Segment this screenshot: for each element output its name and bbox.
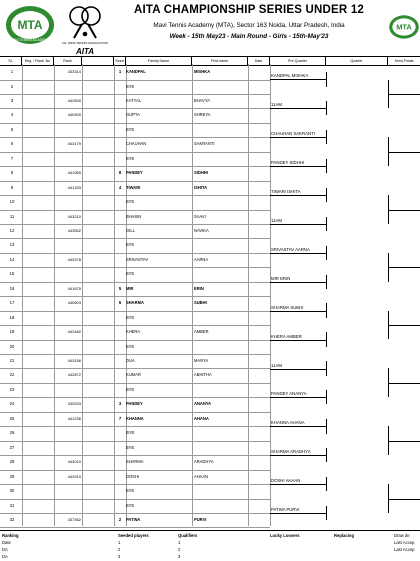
pre-quarter-winner: KHANNA AHANA bbox=[271, 420, 305, 426]
row-number: 10 bbox=[9, 199, 15, 204]
reg-number: 440603 bbox=[67, 300, 81, 306]
table-row bbox=[0, 513, 270, 528]
family-name: SRIVASTAV bbox=[126, 256, 149, 262]
mta-logo-right-text: MTA bbox=[396, 22, 412, 32]
table-row bbox=[0, 108, 270, 123]
first-name: ISHITA bbox=[194, 184, 208, 190]
table-row bbox=[0, 267, 270, 282]
venue-text: Mavi Tennis Academy (MTA), Sector 163 Noida, Uttar Pradesh, India bbox=[153, 22, 345, 29]
quarter-bracket bbox=[326, 368, 389, 397]
pre-quarter-line bbox=[270, 513, 326, 514]
row-number: 18 bbox=[9, 314, 15, 320]
pre-quarter-line bbox=[270, 455, 326, 456]
family-name: BYE bbox=[126, 242, 135, 248]
mta-logo-sub: MAVI TENNIS ACADEMY bbox=[10, 38, 50, 42]
first-name: AHAAN bbox=[194, 473, 209, 479]
table-row bbox=[0, 238, 270, 253]
family-name: PANDEY bbox=[126, 401, 143, 407]
reg-number: 443010 bbox=[67, 459, 81, 465]
reg-number: 437362 bbox=[67, 517, 81, 522]
quarter-bracket bbox=[326, 80, 389, 109]
reg-number: 441675 bbox=[67, 285, 81, 291]
quarter-bracket bbox=[326, 253, 389, 282]
family-name: BYE bbox=[126, 314, 135, 320]
family-name: TIWARI bbox=[126, 184, 141, 190]
first-name: SUBHI bbox=[194, 300, 207, 306]
pre-quarter-line bbox=[270, 137, 326, 138]
footer-ranking-label: Ranking bbox=[2, 533, 19, 538]
quarter-bracket bbox=[326, 311, 389, 340]
page-title: AITA CHAMPIONSHIP SERIES UNDER 12 bbox=[133, 4, 365, 16]
row-number: 32 bbox=[9, 517, 15, 522]
col-pre-quarter: Pre-Quarter bbox=[270, 57, 326, 65]
table-row bbox=[0, 123, 270, 138]
row-number: 13 bbox=[9, 242, 15, 248]
row-number: 12 bbox=[9, 227, 15, 233]
aita-logo-text: AITA bbox=[75, 47, 95, 56]
quarter-bracket bbox=[326, 426, 389, 455]
reg-number: 441236 bbox=[67, 415, 81, 421]
table-row bbox=[0, 210, 270, 225]
footer-seed-3: 3 bbox=[118, 554, 121, 559]
row-number: 22 bbox=[9, 372, 15, 378]
pre-quarter-winner: PANDEY SIDHHI bbox=[271, 160, 305, 166]
row-number: 16 bbox=[9, 285, 15, 291]
pre-quarter-line bbox=[270, 108, 326, 109]
row-number: 14 bbox=[9, 256, 15, 262]
row-number: 27 bbox=[9, 444, 15, 450]
quarter-bracket bbox=[326, 195, 389, 224]
family-name: SHARMA bbox=[126, 459, 144, 465]
first-name: ARADHYA bbox=[194, 459, 214, 465]
row-number: 15 bbox=[9, 271, 15, 277]
family-name: BYE bbox=[126, 126, 135, 132]
reg-number: 442872 bbox=[67, 372, 81, 378]
draw-footer bbox=[0, 530, 420, 561]
row-number: 9 bbox=[10, 184, 14, 190]
seed-number: 3 bbox=[118, 401, 122, 407]
family-name: KHANNA bbox=[126, 415, 144, 421]
reg-number: 443210 bbox=[67, 213, 81, 219]
pre-quarter-winner: TIWARI ISHITA bbox=[271, 189, 301, 194]
family-name: BYE bbox=[126, 488, 135, 493]
row-number: 26 bbox=[9, 430, 15, 436]
row-number: 23 bbox=[9, 386, 15, 392]
family-name: BYE bbox=[126, 444, 135, 450]
pre-quarter-winner: 11AM bbox=[271, 217, 282, 223]
reg-number: 441965 bbox=[67, 170, 81, 176]
row-number: 4 bbox=[10, 112, 14, 118]
pre-quarter-winner: CHAUHAN SAKRANTI bbox=[271, 131, 315, 137]
first-name: NAVIKA bbox=[194, 227, 209, 233]
first-name: AMBER bbox=[194, 329, 209, 335]
seed-number: 1 bbox=[118, 69, 122, 74]
pre-quarter-winner: PANDEY ANANYA bbox=[271, 391, 307, 397]
footer-q-1: 1 bbox=[178, 540, 181, 545]
table-row bbox=[0, 181, 270, 196]
reg-number: 442978 bbox=[67, 256, 81, 262]
quarter-winner-line bbox=[388, 325, 420, 326]
family-name: KANDPAL bbox=[126, 69, 146, 74]
table-row bbox=[0, 195, 270, 210]
table-row bbox=[0, 137, 270, 152]
table-row bbox=[0, 426, 270, 441]
pre-quarter-line bbox=[270, 282, 326, 283]
family-name: GILL bbox=[126, 227, 135, 233]
footer-replacing-label: Replacing bbox=[334, 533, 355, 538]
first-name: AHANA bbox=[194, 415, 209, 421]
family-name: CHAUHAN bbox=[126, 141, 147, 147]
family-name: DUA bbox=[126, 358, 135, 363]
row-number: 21 bbox=[9, 358, 15, 363]
family-name: BYE bbox=[126, 271, 135, 277]
quarter-bracket bbox=[326, 137, 389, 166]
reg-number: 442919 bbox=[67, 473, 81, 479]
pre-quarter-winner: DOSHI AHAAN bbox=[271, 478, 301, 483]
quarter-winner-line bbox=[388, 441, 420, 442]
family-name: BYE bbox=[126, 502, 135, 508]
footer-seed-2: 2 bbox=[118, 547, 121, 552]
reg-number: 443552 bbox=[67, 227, 81, 233]
pre-quarter-line bbox=[270, 397, 326, 398]
family-name: BYE bbox=[126, 155, 135, 161]
row-number: 31 bbox=[9, 502, 15, 508]
family-name: KATYAL bbox=[126, 97, 142, 103]
reg-number: 433314 bbox=[67, 69, 81, 74]
reg-number: 440300 bbox=[67, 112, 81, 118]
pre-quarter-winner: MIR ERIN bbox=[271, 275, 291, 281]
table-row bbox=[0, 224, 270, 239]
event-subtitle: Week - 15th May23 - Main Round - Girls - 15th-May'23 bbox=[169, 33, 329, 40]
quarter-winner-line bbox=[388, 499, 420, 500]
table-row bbox=[0, 383, 270, 398]
pre-quarter-winner: 11AM bbox=[271, 362, 282, 368]
table-row bbox=[0, 455, 270, 470]
table-row bbox=[0, 470, 270, 485]
pre-quarter-line bbox=[270, 369, 326, 370]
table-row bbox=[0, 412, 270, 427]
family-name: BYE bbox=[126, 430, 135, 436]
family-name: BYE bbox=[126, 83, 135, 89]
pre-quarter-line bbox=[270, 166, 326, 167]
pre-quarter-line bbox=[270, 195, 326, 196]
row-number: 28 bbox=[9, 459, 15, 465]
seed-number: 2 bbox=[118, 517, 122, 522]
first-name: SAAVI bbox=[194, 213, 206, 219]
row-number: 19 bbox=[9, 329, 15, 335]
col-date: Date bbox=[248, 57, 270, 65]
reg-number: 442482 bbox=[67, 329, 81, 335]
family-name: DOSHI bbox=[126, 473, 139, 479]
first-name: ANANYA bbox=[194, 401, 212, 407]
mta-logo-text: MTA bbox=[17, 18, 43, 32]
footer-qualifiers-label: Qualifiers bbox=[178, 533, 198, 538]
family-name: KUMAR bbox=[126, 372, 141, 378]
reg-number: 441333 bbox=[67, 184, 81, 190]
mta-logo bbox=[4, 4, 56, 46]
first-name: SHREYA bbox=[194, 112, 211, 118]
table-row bbox=[0, 484, 270, 499]
table-row bbox=[0, 65, 270, 80]
col-reg: Reg. / Rank. No bbox=[22, 57, 54, 65]
quarter-bracket bbox=[326, 484, 389, 513]
reg-number: 443179 bbox=[67, 141, 81, 147]
col-spacer bbox=[82, 57, 114, 65]
col-family-name: Family Name bbox=[126, 57, 192, 65]
row-number: 5 bbox=[10, 126, 14, 132]
first-name: ABHITHA bbox=[194, 372, 212, 378]
row-number: 24 bbox=[9, 401, 15, 407]
footer-seeded-label: Seeded players bbox=[118, 533, 149, 538]
reg-number: 442500 bbox=[67, 97, 81, 103]
reg-number: 443156 bbox=[67, 358, 81, 363]
footer-date-label: Date bbox=[2, 540, 11, 545]
pre-quarter-winner: KHERA AMBER bbox=[271, 333, 302, 339]
table-row bbox=[0, 340, 270, 355]
row-number: 7 bbox=[10, 155, 14, 161]
first-name: ERIN bbox=[194, 285, 204, 291]
table-row bbox=[0, 166, 270, 181]
pre-quarter-line bbox=[270, 484, 326, 485]
aita-logo-sub: ALL INDIA TENNIS ASSOCIATION bbox=[62, 41, 108, 45]
pre-quarter-line bbox=[270, 253, 326, 254]
family-name: MIR bbox=[126, 285, 134, 291]
row-number: 29 bbox=[9, 473, 15, 479]
first-name: BHAVYA bbox=[194, 97, 211, 103]
table-row bbox=[0, 296, 270, 311]
first-name: MISHKA bbox=[194, 69, 211, 74]
quarter-winner-line bbox=[388, 210, 420, 211]
first-name: SAKRANTI bbox=[194, 141, 215, 147]
reg-number: 432533 bbox=[67, 401, 81, 407]
pre-quarter-line bbox=[270, 311, 326, 312]
pre-quarter-winner: PATWA PURVI bbox=[271, 507, 300, 512]
family-name: BYE bbox=[126, 199, 135, 204]
row-number: 20 bbox=[9, 343, 15, 349]
seed-number: 8 bbox=[118, 170, 122, 176]
pre-quarter-winner: KANDPAL MISHKA bbox=[271, 73, 309, 79]
table-row bbox=[0, 397, 270, 412]
footer-da-label: DA bbox=[2, 547, 8, 552]
seed-number: 5 bbox=[118, 285, 122, 291]
row-number: 6 bbox=[10, 141, 14, 147]
family-name: SHARMA bbox=[126, 300, 144, 306]
row-number: 3 bbox=[10, 97, 14, 103]
family-name: PATWA bbox=[126, 517, 141, 522]
pre-quarter-line bbox=[270, 79, 326, 80]
row-number: 17 bbox=[9, 300, 15, 306]
row-number: 1 bbox=[10, 69, 14, 74]
footer-seed-1: 1 bbox=[118, 540, 121, 545]
col-sl: SL bbox=[0, 57, 22, 65]
first-name: AARNA bbox=[194, 256, 209, 262]
seed-number: 4 bbox=[118, 184, 122, 190]
pre-quarter-winner: 11AM bbox=[271, 102, 282, 108]
row-number: 25 bbox=[9, 415, 15, 421]
quarter-winner-line bbox=[388, 94, 420, 95]
table-row bbox=[0, 368, 270, 383]
seed-number: 7 bbox=[118, 415, 122, 421]
footer-da2-label: DA bbox=[2, 554, 8, 559]
row-number: 8 bbox=[10, 170, 14, 176]
col-semi-finals: Semi-Finals bbox=[394, 59, 414, 63]
quarter-winner-line bbox=[388, 152, 420, 153]
row-number: 2 bbox=[10, 83, 14, 89]
family-name: GUPTA bbox=[126, 112, 140, 118]
pre-quarter-line bbox=[270, 340, 326, 341]
footer-last-accept2-label: Last Accep bbox=[394, 547, 415, 552]
first-name: SIDHHI bbox=[194, 170, 208, 176]
row-number: 30 bbox=[9, 488, 15, 493]
quarter-winner-line bbox=[388, 383, 420, 384]
table-row bbox=[0, 499, 270, 514]
table-row bbox=[0, 80, 270, 95]
table-row bbox=[0, 253, 270, 268]
family-name: KHERA bbox=[126, 329, 141, 335]
footer-q-2: 2 bbox=[178, 547, 181, 552]
first-name: MANYA bbox=[194, 358, 209, 363]
table-row bbox=[0, 311, 270, 326]
footer-last-accept-label: Last Accep bbox=[394, 540, 415, 545]
pre-quarter-winner: SHARMA ARADHYA bbox=[271, 449, 311, 455]
family-name: PANDEY bbox=[126, 170, 143, 176]
footer-draw-label: Draw de bbox=[394, 533, 410, 538]
family-name: BYE bbox=[126, 343, 135, 349]
pre-quarter-line bbox=[270, 224, 326, 225]
table-row bbox=[0, 152, 270, 167]
col-quarter: Quarter bbox=[326, 57, 388, 65]
table-row bbox=[0, 354, 270, 369]
table-row bbox=[0, 325, 270, 340]
family-name: BHASIN bbox=[126, 213, 142, 219]
family-name: BYE bbox=[126, 386, 135, 392]
pre-quarter-winner: SRIVASTAV AARNA bbox=[271, 246, 310, 252]
table-row bbox=[0, 282, 270, 297]
row-number: 11 bbox=[9, 213, 15, 219]
first-name: PURVI bbox=[194, 517, 207, 522]
pre-quarter-line bbox=[270, 426, 326, 427]
footer-q-3: 3 bbox=[178, 554, 181, 559]
footer-lucky-label: Lucky Loosers bbox=[270, 533, 300, 538]
col-seed: Seed bbox=[114, 57, 126, 65]
mta-logo-right bbox=[388, 6, 420, 48]
col-rank: Rank bbox=[54, 57, 82, 65]
aita-logo bbox=[62, 4, 108, 58]
pre-quarter-winner: SHARMA SUBHI bbox=[271, 304, 304, 310]
col-first-name: First name bbox=[192, 57, 248, 65]
quarter-winner-line bbox=[388, 267, 420, 268]
table-row bbox=[0, 94, 270, 109]
table-row bbox=[0, 441, 270, 456]
seed-number: 6 bbox=[118, 300, 122, 306]
